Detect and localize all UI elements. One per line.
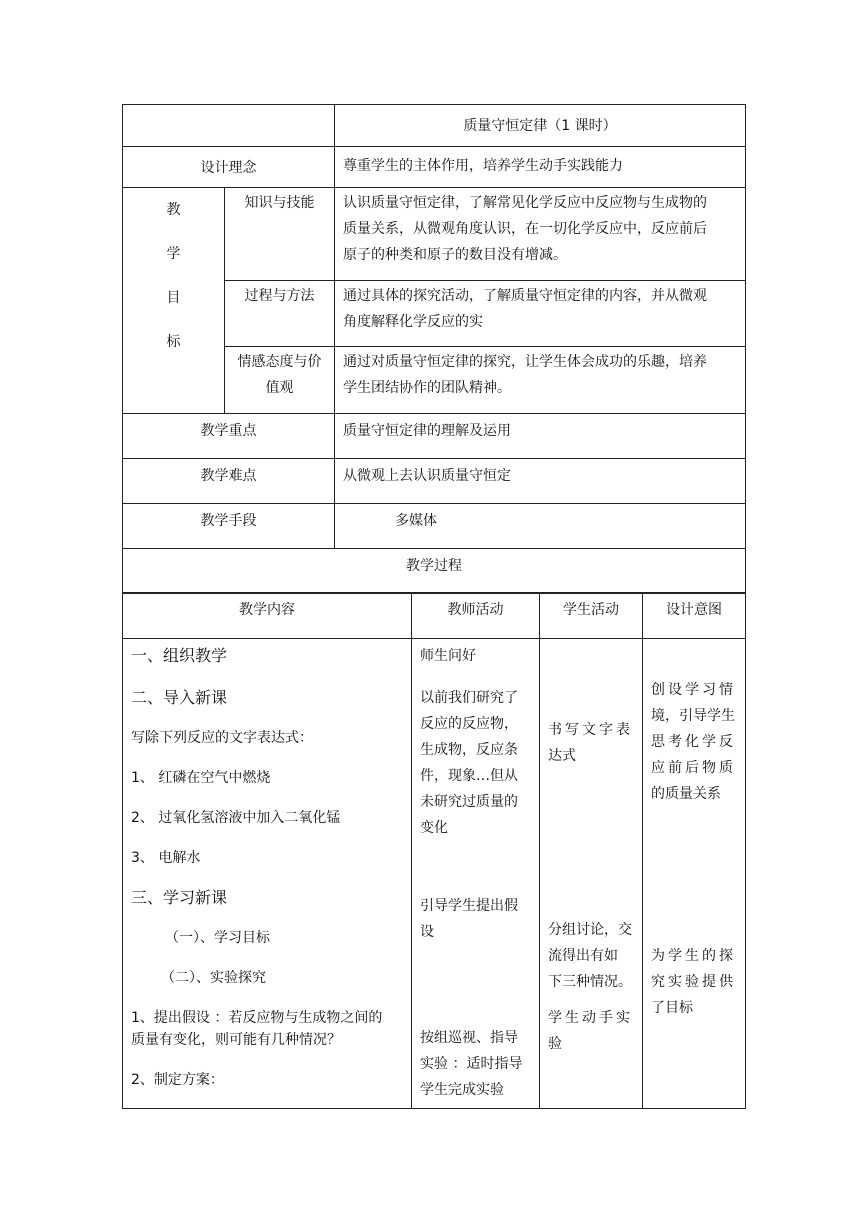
- teaching-means-label: 教学手段: [123, 504, 335, 549]
- teacher-line: 实验 ：适时指导: [420, 1056, 523, 1072]
- text-line: 值观: [265, 380, 294, 396]
- teaching-process-title: 教学过程: [123, 549, 746, 594]
- process-methods-label: 过程与方法: [225, 281, 335, 347]
- intent-line: 应前后物质: [651, 760, 736, 776]
- section-heading: 三、学习新课: [131, 888, 228, 907]
- key-point-label: 教学重点: [123, 414, 335, 459]
- col-header-intent: 设计意图: [643, 593, 746, 639]
- design-concept-label: 设计理念: [123, 147, 335, 188]
- attitude-values-label: [225, 347, 335, 414]
- objectives-label-char: 标: [166, 334, 181, 350]
- teacher-line: 以前我们研究了: [420, 690, 518, 706]
- objectives-label-char: 目: [166, 290, 181, 306]
- content-line: 3、 电解水: [131, 850, 201, 866]
- text-line: 认识质量守恒定律，了解常见化学反应中反应物与生成物的: [343, 195, 707, 211]
- teacher-line: 件，现象…但从: [420, 768, 518, 784]
- content-line: 2、 过氧化氢溶液中加入二氧化锰: [131, 810, 341, 826]
- text-line: 学生团结协作的团队精神。: [343, 380, 511, 396]
- content-cell: [123, 639, 412, 1109]
- lesson-title: 质量守恒定律（1 课时）: [335, 105, 746, 147]
- student-line: 下三种情况。: [548, 974, 632, 990]
- teacher-line: 未研究过质量的: [420, 794, 518, 810]
- text-line: 角度解释化学反应的实: [343, 314, 483, 330]
- teacher-line: 设: [420, 924, 434, 940]
- teacher-line: 反应的反应物，: [420, 716, 518, 732]
- student-activity-cell: [540, 639, 643, 1109]
- col-header-content: 教学内容: [123, 593, 412, 639]
- text-line: 质量关系，从微观角度认识，在一切化学反应中，反应前后: [343, 221, 707, 237]
- content-line: 2、制定方案：: [131, 1072, 224, 1088]
- teacher-line: 引导学生提出假: [420, 898, 518, 914]
- section-heading: 一、组织教学: [131, 646, 228, 665]
- content-line: 写除下列反应的文字表达式：: [131, 730, 313, 746]
- intent-line: 为学生的探: [651, 948, 736, 964]
- content-line: 1、提出假设 ：若反应物与生成物之间的: [131, 1010, 383, 1026]
- col-header-teacher: 教师活动: [412, 593, 540, 639]
- col-header-student: 学生活动: [540, 593, 643, 639]
- intent-line: 究实验提供: [651, 974, 736, 990]
- content-line: 质量有变化，则可能有几种情况？: [131, 1032, 341, 1048]
- text-line: 原子的种类和原子的数目没有增减。: [343, 247, 567, 263]
- content-line: 1、 红磷在空气中燃烧: [131, 770, 271, 786]
- objectives-label: [123, 188, 225, 414]
- teacher-line: 变化: [420, 820, 448, 836]
- intent-line: 的质量关系: [651, 786, 721, 802]
- text-line: 情感态度与价: [237, 354, 322, 370]
- content-line: （二）、实验探究: [161, 970, 266, 986]
- teaching-means-value: 多媒体: [335, 504, 746, 549]
- objectives-label-char: 教: [166, 202, 181, 218]
- content-line: （一）、学习目标: [165, 930, 270, 946]
- intent-line: 创设学习情: [651, 682, 736, 698]
- lesson-info-table: [122, 104, 746, 594]
- section-heading: 二、导入新课: [131, 688, 228, 707]
- intent-line: 思考化学反: [651, 734, 736, 750]
- process-methods-text: [335, 281, 746, 347]
- difficulty-label: 教学难点: [123, 459, 335, 504]
- difficulty-value: 从微观上去认识质量守恒定: [335, 459, 746, 504]
- knowledge-skills-text: [335, 188, 746, 281]
- intent-line: 境，引导学生: [651, 708, 735, 724]
- student-line: 验: [548, 1036, 562, 1052]
- attitude-values-text: [335, 347, 746, 414]
- student-line: 学生动手实: [548, 1010, 633, 1026]
- teacher-line: 生成物，反应条: [420, 742, 518, 758]
- teacher-line: 学生完成实验: [420, 1082, 504, 1098]
- teacher-activity-cell: [412, 639, 540, 1109]
- teacher-line: 师生问好: [420, 648, 476, 664]
- student-line: 达式: [548, 748, 576, 764]
- text-line: 通过对质量守恒定律的探究，让学生体会成功的乐趣，培养: [343, 354, 707, 370]
- student-line: 书写文字表: [548, 722, 633, 738]
- design-concept-value: 尊重学生的主体作用，培养学生动手实践能力: [335, 147, 746, 188]
- design-intent-cell: [643, 639, 746, 1109]
- header-left-cell: [123, 105, 335, 147]
- teaching-process-table: [122, 592, 746, 1109]
- text-line: 通过具体的探究活动，了解质量守恒定律的内容，并从微观: [343, 288, 707, 304]
- student-line: 分组讨论，交: [548, 922, 632, 938]
- objectives-label-char: 学: [166, 246, 181, 262]
- knowledge-skills-label: 知识与技能: [225, 188, 335, 281]
- teacher-line: 按组巡视、指导: [420, 1030, 518, 1046]
- key-point-value: 质量守恒定律的理解及运用: [335, 414, 746, 459]
- intent-line: 了目标: [651, 1000, 693, 1016]
- student-line: 流得出有如: [548, 948, 618, 964]
